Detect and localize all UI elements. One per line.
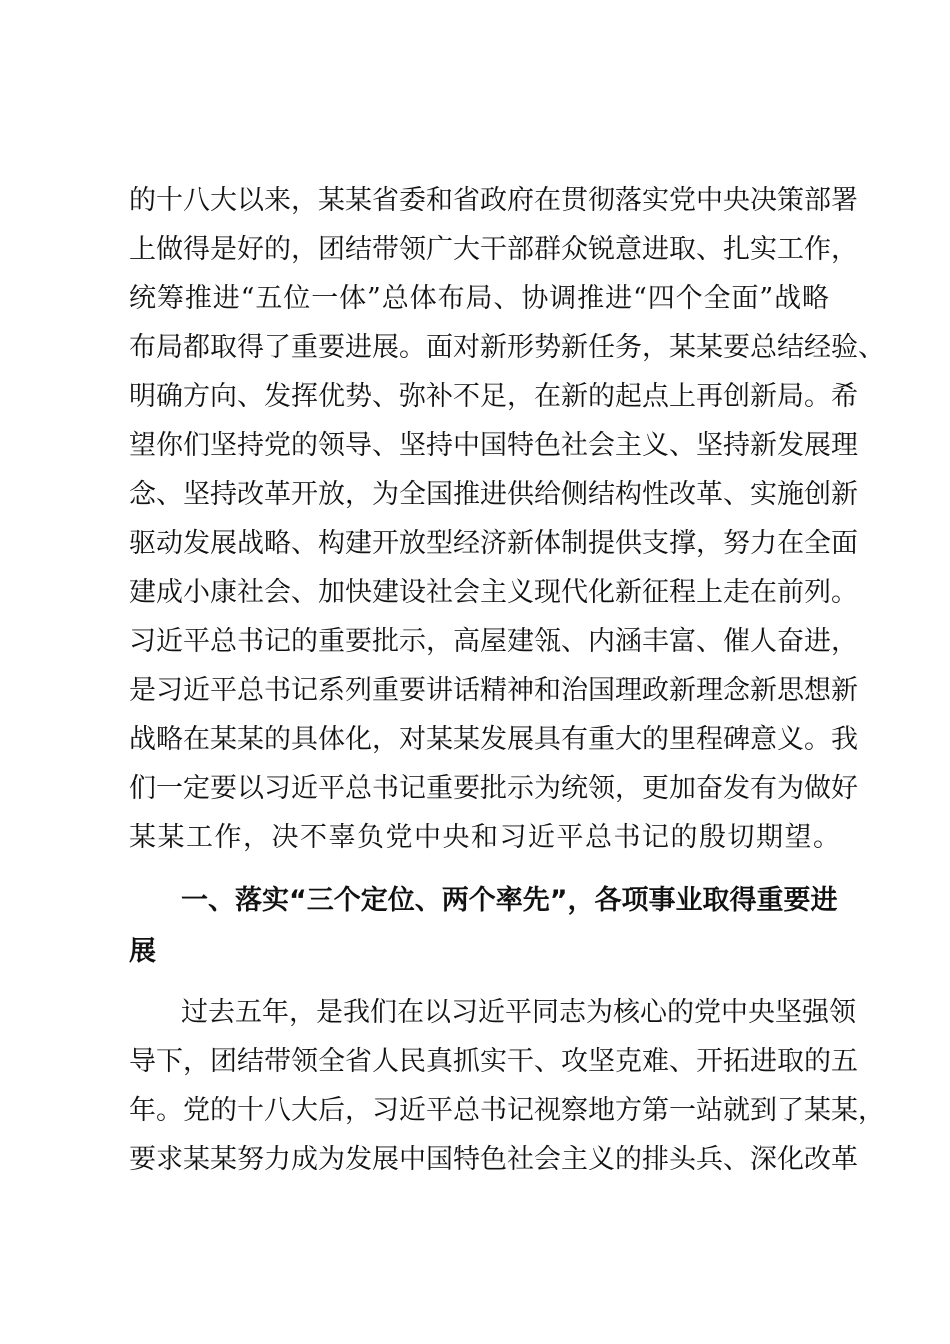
- text-line: 望你们坚持党的领导、坚持中国特色社会主义、坚持新发展理: [129, 430, 858, 461]
- text-line: 上做得是好的，团结带领广大干部群众锐意进取、扎实工作，: [129, 234, 858, 265]
- text-line: 是习近平总书记系列重要讲话精神和治国理政新理念新思想新: [129, 675, 858, 706]
- text-line: 念、坚持改革开放，为全国推进供给侧结构性改革、实施创新: [129, 479, 858, 510]
- paragraph-line: 过去五年，是我们在以习近平同志为核心的党中央坚强领: [181, 997, 856, 1028]
- paragraph-line: 年。党的十八大后，习近平总书记视察地方第一站就到了某某，: [129, 1095, 885, 1126]
- text-line: 们一定要以习近平总书记重要批示为统领，更加奋发有为做好: [129, 773, 858, 804]
- paragraph-line: 要求某某努力成为发展中国特色社会主义的排头兵、深化改革: [129, 1144, 858, 1175]
- text-line: 的十八大以来，某某省委和省政府在贯彻落实党中央决策部署: [129, 185, 858, 216]
- text-line: 某某工作，决不辜负党中央和习近平总书记的殷切期望。: [129, 822, 842, 853]
- text-line: 布局都取得了重要进展。面对新形势新任务，某某要总结经验、: [129, 332, 885, 363]
- paragraph-line: 导下，团结带领全省人民真抓实干、攻坚克难、开拓进取的五: [129, 1046, 858, 1077]
- text-line: 战略在某某的具体化，对某某发展具有重大的里程碑意义。我: [129, 724, 858, 755]
- text-line: 习近平总书记的重要批示，高屋建瓴、内涵丰富、催人奋进，: [129, 626, 858, 657]
- text-line: 明确方向、发挥优势、弥补不足，在新的起点上再创新局。希: [129, 381, 858, 412]
- text-line: 统筹推进“五位一体”总体布局、协调推进“四个全面”战略: [129, 283, 829, 314]
- text-line: 驱动发展战略、构建开放型经济新体制提供支撑，努力在全面: [129, 528, 858, 559]
- section-heading-continuation: 展: [129, 936, 158, 967]
- text-line: 建成小康社会、加快建设社会主义现代化新征程上走在前列。: [129, 577, 858, 608]
- section-heading: 一、落实“三个定位、两个率先”，各项事业取得重要进: [181, 885, 838, 916]
